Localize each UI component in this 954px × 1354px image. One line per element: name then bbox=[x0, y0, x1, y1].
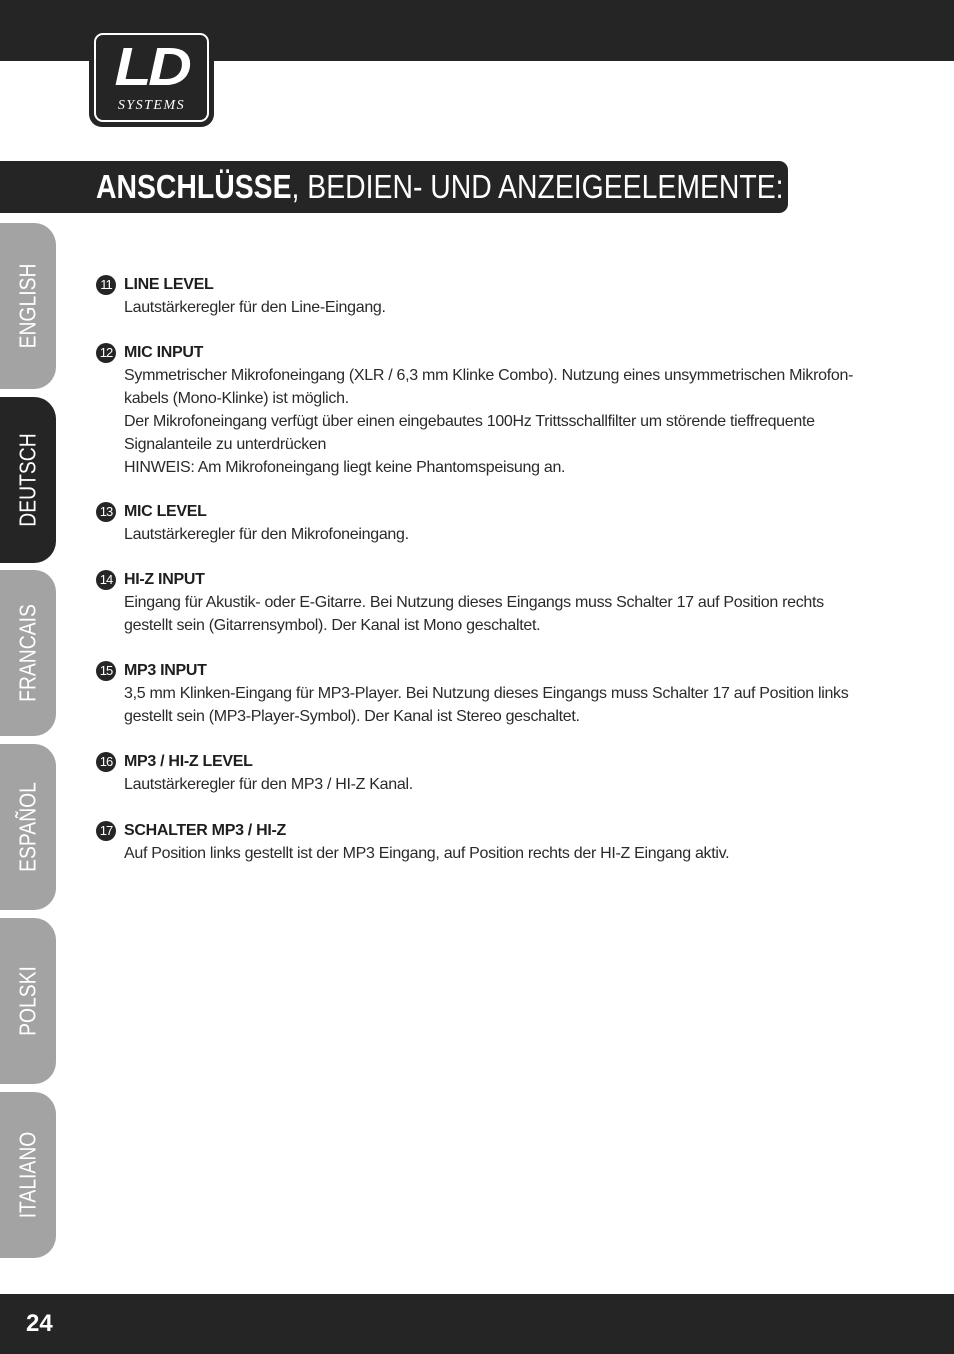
item-heading: MP3 / HI-Z LEVEL bbox=[124, 753, 253, 770]
description-line: 3,5 mm Klinken-Eingang für MP3-Player. Bei Nutzung dieses Eingangs muss Schalter 17 auf Position links bbox=[124, 685, 849, 702]
description-line: Eingang für Akustik- oder E-Gitarre. Bei Nutzung dieses Eingangs muss Schalter 17 auf Position rechts bbox=[124, 594, 824, 611]
item-number-badge: 16 bbox=[96, 752, 116, 772]
item-description bbox=[124, 842, 884, 865]
description-line: gestellt sein (Gitarrensymbol). Der Kanal ist Mono geschaltet. bbox=[124, 617, 541, 634]
tab-francais-label: FRANCAIS bbox=[14, 604, 41, 702]
item-number-badge: 13 bbox=[96, 502, 116, 522]
ld-systems-logo bbox=[89, 28, 214, 127]
description-line: Lautstärkeregler für den Mikrofoneingang. bbox=[124, 526, 409, 543]
item-number-badge: 11 bbox=[96, 275, 116, 295]
logo-wordmark: LD bbox=[114, 37, 189, 97]
tab-deutsch-label: DEUTSCH bbox=[14, 433, 41, 527]
logo-subtext: SYSTEMS bbox=[117, 98, 186, 113]
item-description bbox=[124, 591, 884, 637]
item-description bbox=[124, 523, 884, 546]
item-number-badge: 14 bbox=[96, 570, 116, 590]
tab-deutsch[interactable] bbox=[0, 397, 56, 563]
tab-italiano[interactable] bbox=[0, 1092, 56, 1258]
item-number-badge: 12 bbox=[96, 343, 116, 363]
item-description bbox=[124, 773, 884, 796]
description-line: HINWEIS: Am Mikrofoneingang liegt keine Phantomspeisung an. bbox=[124, 459, 566, 476]
list-item bbox=[96, 341, 856, 479]
footer-bar bbox=[0, 1294, 954, 1354]
item-heading: MIC INPUT bbox=[124, 344, 204, 361]
list-item bbox=[96, 568, 856, 637]
page-title-rest: , BEDIEN- UND ANZEIGEELEMENTE: bbox=[291, 168, 784, 205]
item-description bbox=[124, 364, 884, 479]
list-item bbox=[96, 819, 856, 865]
item-heading: LINE LEVEL bbox=[124, 276, 214, 293]
list-item bbox=[96, 273, 856, 319]
list-item bbox=[96, 750, 856, 796]
item-heading: MP3 INPUT bbox=[124, 662, 207, 679]
tab-english-label: ENGLISH bbox=[14, 263, 41, 349]
description-line: Auf Position links gestellt ist der MP3 Eingang, auf Position rechts der HI-Z Eingang aktiv. bbox=[124, 845, 730, 862]
description-line: Lautstärkeregler für den MP3 / HI-Z Kanal. bbox=[124, 776, 413, 793]
logo-frame bbox=[94, 33, 209, 122]
page-number: 24 bbox=[26, 1310, 53, 1337]
description-line: Symmetrischer Mikrofoneingang (XLR / 6,3 mm Klinke Combo). Nutzung eines unsymmetrischen Mikrofon- bbox=[124, 367, 854, 384]
item-number-badge: 17 bbox=[96, 821, 116, 841]
description-line: gestellt sein (MP3-Player-Symbol). Der Kanal ist Stereo geschaltet. bbox=[124, 708, 580, 725]
tab-polski-label: POLSKI bbox=[14, 966, 41, 1036]
list-item bbox=[96, 659, 856, 728]
tab-espanol-label: ESPAÑOL bbox=[14, 782, 41, 872]
description-line: Der Mikrofoneingang verfügt über einen eingebautes 100Hz Trittsschallfilter um störende tieffrequente bbox=[124, 413, 815, 430]
tab-italiano-label: ITALIANO bbox=[14, 1131, 41, 1219]
list-item bbox=[96, 500, 856, 546]
tab-francais[interactable] bbox=[0, 570, 56, 736]
description-line: Lautstärkeregler für den Line-Eingang. bbox=[124, 299, 386, 316]
item-heading: HI-Z INPUT bbox=[124, 571, 205, 588]
page-title-strong: ANSCHLÜSSE bbox=[96, 168, 292, 205]
description-line: kabels (Mono-Klinke) ist möglich. bbox=[124, 390, 349, 407]
item-heading: MIC LEVEL bbox=[124, 503, 207, 520]
item-number-badge: 15 bbox=[96, 661, 116, 681]
item-description bbox=[124, 682, 884, 728]
item-heading: SCHALTER MP3 / HI-Z bbox=[124, 822, 287, 839]
tab-polski[interactable] bbox=[0, 918, 56, 1084]
page-title bbox=[96, 163, 784, 211]
item-description bbox=[124, 296, 884, 319]
description-line: Signalanteile zu unterdrücken bbox=[124, 436, 327, 453]
tab-english[interactable] bbox=[0, 223, 56, 389]
tab-espanol[interactable] bbox=[0, 744, 56, 910]
